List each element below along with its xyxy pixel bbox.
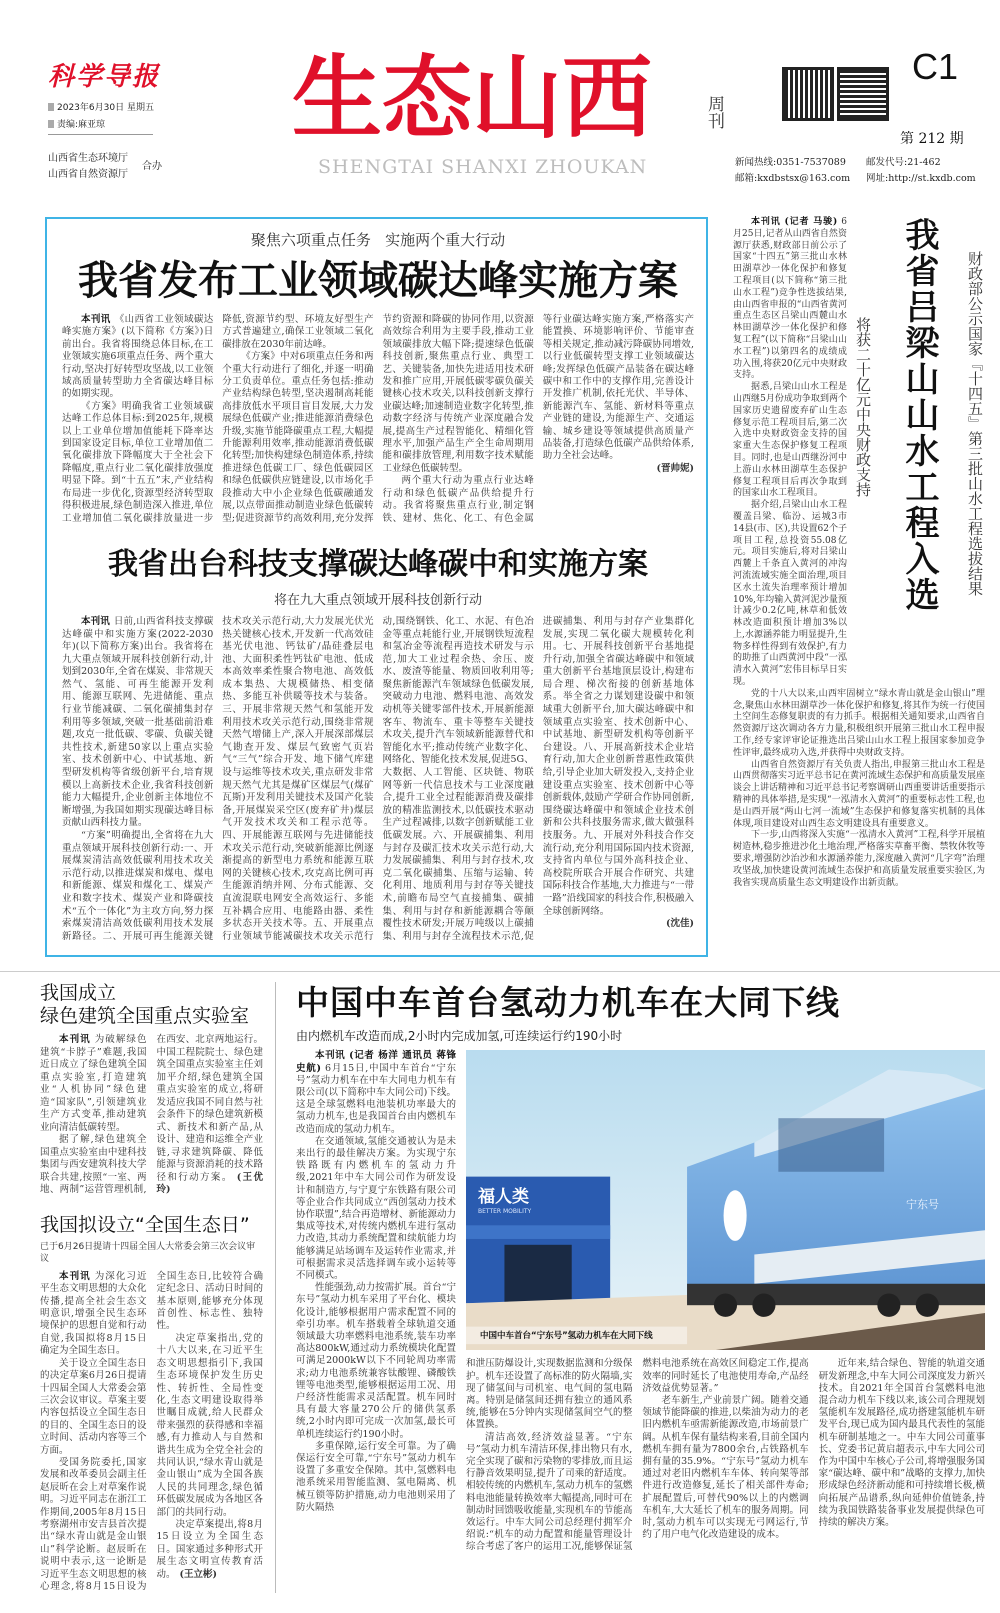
co-host-label: 合办 xyxy=(142,161,162,172)
issue-number: 第 212 期 xyxy=(900,131,964,147)
paragraph: 据了解,绿色建筑全国重点实验室由中建科技集团与西安建筑科技大学联合共建,按照“一室、两地、两制”运营管理机制,在西安、北京两地运行。中国工程院院士、绿色建筑全国重点实验室主任刘加平介绍,绿色建筑全国重点实验室的成立,将研发适应我国不同自然与社会条件下的绿色建筑新模式、新技术和新产品,从设计、建造和运维全产业链,寻求建筑降碳、降低能源与资源消耗的技术路径和行动方案。 (王优玲) xyxy=(40,1034,263,1196)
locomotive-photo xyxy=(466,1050,985,1350)
paragraph: 老车新生,产业前景广阔。随着交通领域节能降碳的推进,以柴油为动力的老旧内燃机车亟需新能源改造,市场前景广阔。从机车保有量结构来看,目前全国内燃机车拥有量为7800余台,占铁路机车拥有量的35.9%。“宁东号”氢动力机车通过对老旧内燃机车车体、转向架等部件进行改造修复,延长了相关部件寿命;扩展配置后,可替代90%以上的内燃调车机车,大大延长了机车的服务周期。同时,氢动力机车可以实现无弓网运行,节约了用户电气化改造建设的成本。 xyxy=(642,1394,809,1541)
paragraph: 多重保障,运行安全可靠。为了确保运行安全可靠,“宁东号”氢动力机车设置了多重安全保障。其中,氢燃料电池系统采用智能监测、氢电隔离、机械互锁等防护措施,动力电池则采用了防火隔热 xyxy=(296,1440,456,1513)
top-article-body xyxy=(62,314,694,525)
sidebar-deck-right: 财政部公示国家『十四五』第三批山水工程选拔结果 xyxy=(966,251,984,596)
paragraph: 清洁高效,经济效益显著。“宁东号”氢动力机车清洁环保,排出物只有水,完全实现了碳和污染物的零排放,而且运行静音效果明显,提升了司乘的舒适度。相较传统的内燃机车,氢动力机车的氢燃料电池能量转换效率大幅提高,同时可在制动时回馈吸收能量,实现机车的节能高效运行。中车大同公司总经理付拥军介绍说:“机车的动力配置和能量管理设计综合考虑了客户的运用工况,能够保证氢燃料电池系统在高效区间稳定工作,提高效率的同时延长了电池使用寿命,产品经济效益优势显著。” xyxy=(466,1358,809,1553)
host-org-2: 山西省自然资源厅 xyxy=(48,169,128,180)
paragraph: 本刊讯 (记者 杨洋 通讯员 蒋锋 史航) 6月15日,中国中车首台“宁东号”氢动力机车在中车大同电力机车有限公司(以下简称中车大同公司)下线。这是全球氢燃料电池装机功率最大的氢动力机车,也是我国首台由内燃机车改造而成的氢动力机车。 xyxy=(296,1050,456,1135)
paragraph: 性能强劲,动力按需扩展。首台“宁东号”氢动力机车采用了平台化、模块化设计,能够根据用户需求配置不同的牵引功率。机车搭载着全球轨道交通领域最大功率燃料电池系统,装车功率高达800kW,通过动力系统模块化配置可满足2000kW以下不同轮周功率需求;动力电池系统兼容钛酸锂、磷酸铁锂等电池类型,能够根据运用工况、用户经济性能需求灵活配置。机车同时具有最大容量270公斤的储供氢系统,2小时内即可完成一次加氢,最长可单机连续运行约190小时。 xyxy=(296,1282,456,1440)
paragraph: 两个重大行动为重点行业达峰行动和绿色低碳产品供给提升行动。我省将聚焦重点行业,制定钢铁、建材、焦化、化工、有色金属等行业碳达峰实施方案,严格落实产能置换、环境影响评价、节能审查等相关规定,推动减污降碳协同增效,以行业低碳转型支撑工业领域碳达峰;发挥绿色低碳产品装备在碳达峰碳中和工作中的支撑作用,完善设计开发推广机制,依托光伏、半导体、新能源汽车、氢能、新材料等重点产业链的建设,为能源生产、交通运输、城乡建设等领域提供高质量产品装备,打造绿色低碳产品供给体系,助力全社会达峰。 xyxy=(382,314,694,524)
green-building-body xyxy=(40,1034,263,1197)
supplement-type: 周刊 xyxy=(704,95,724,129)
postal-code: 邮发代号:21-462 xyxy=(866,157,941,168)
hydrogen-body xyxy=(296,1050,985,1553)
page-code: C1 xyxy=(912,46,959,87)
featured-box xyxy=(45,217,708,957)
paragraph: 受国务院委托,国家发展和改革委员会副主任赵辰昕在会上对草案作说明。习近平同志在浙江工作期间,2005年8月15日考察湖州市安吉县首次提出“绿水青山就是金山银山”科学论断。赵辰昕在说明中表示,这一论断是习近平生态文明思想的核心理念,将8月15日设为全国生态日,比较符合确定纪念日、活动日时间的基本原则,能够充分体现首创性、标志性、独特性。 xyxy=(40,1270,263,1592)
second-article-headline: 我省出台科技支撑碳达峰碳中和实施方案 xyxy=(108,546,648,582)
supplement-title: 生态山西 xyxy=(292,45,652,151)
paragraph: 近年来,结合绿色、智能的轨道交通研发新理念,中车大同公司深度发力新兴技术。自2021年全国首台氢燃料电池混合动力机车下线以来,该公司合理规划氢能机车发展路径,成功搭建氢能机车研发平台,现已成为国内最具代表性的氢能机车研制基地之一。中车大同公司董事长、党委书记黄启超表示,中车大同公司作为中国中车核心子公司,将增强服务国家“碳达峰、碳中和”战略的支撑力,加快形成绿色经济新动能和可持续增长极,横向拓展产品谱系,纵向延伸价值链条,持续为我国铁路装备事业发展提供绿色可持续的解决方案。 xyxy=(818,1358,985,1528)
masthead xyxy=(0,0,1000,205)
paragraph: 本刊讯 为深化习近平生态文明思想的大众化传播,提高全社会生态文明意识,增强全民生态环境保护的思想自觉和行动自觉,我国拟将8月15日确定为全国生态日。 xyxy=(40,1270,147,1357)
sidebar-deck-left: 将获二十亿元中央财政支持 xyxy=(854,317,872,497)
qr-code-icon[interactable] xyxy=(840,70,886,118)
paragraph: 本刊讯 (记者 马骏) 6月25日,记者从山西省自然资源厅获悉,财政部日前公示了国家“十四五”第三批山水林田湖草沙一体化保护和修复工程项目(以下简称“第三批山水工程”)竞争性选拔结果,由山西省申报的“山西省黄河重点生态区吕梁山西麓山水林田湖草沙一体化保护和修复工程”(以下简称“吕梁山山水工程”)以第四名的成绩成功入围,将获20亿元中央财政支持。 xyxy=(733,217,847,381)
news-hotline: 新闻热线:0351-7537089 xyxy=(735,157,846,168)
paragraph: 和泄压防爆设计,实现数据监测和分级保护。机车还设置了高标准的防火隔墙,实现了储氢间与司机室、电气间的氢电隔离。特别是储氢间还拥有独立的通风系统,能够在5分钟内实现储氢间空气的整体置换。 xyxy=(466,1358,633,1431)
masthead-divider xyxy=(48,134,153,135)
bottom-row xyxy=(0,971,1000,1613)
paragraph: 《方案》中对6项重点任务和两个重大行动进行了细化,并逐一明确分工负责单位。重点任务包括:推动产业结构绿色转型,坚决遏制高耗能高排放低水平项目盲目发展,大力发展绿色低碳产业;推进能源消费绿色升级,实施节能降碳重点工程,大幅提升能源利用效率,推动能源消费低碳化转型;加快构建绿色制造体系,持续推进绿色低碳工厂、绿色低碳园区和绿色低碳供应链建设,以市场化手段推动大中小企业绿色低碳融通发展,以点带面推动制造业绿色低碳转型;促进资源节约高效利用,充分发挥节约资源和降碳的协同作用,以资源高效综合利用为主要手段,推动工业领域碳排放大幅下降;提速绿色低碳科技创新,聚焦重点行业、典型工艺、关键装备,加快先进适用技术研发和推广应用,开展低碳零碳负碳关键核心技术攻关,以科技创新支撑行业碳达峰;加速制造业数字化转型,推动数字经济与传统产业深度融合发展,提高生产过程智能化、精细化管理水平,加强产品生产全生命周期用能和碳排放管理,利用数字技术赋能工业绿色低碳转型。 xyxy=(222,314,534,524)
ecology-day-subtitle: 已于6月26日提请十四届全国人大常委会第三次会议审议 xyxy=(40,1241,256,1264)
paragraph: 《方案》明确我省工业领域碳达峰工作总体目标:到2025年,规模以上工业单位增加值能耗下降率达到国家设定目标,单位工业增加值二氧化碳排放下降幅度大于全社会下降幅度,重点行业二氧化碳排放强度明显下降。到“十五五”末,产业结构布局进一步优化,资源型经济转型取得积极进展,绿色制造深入推进,单位工业增加值二氧化碳排放量进一步降低,资源节约型、环境友好型生产方式普遍建立,确保工业领域二氧化碳排放在2030年前达峰。 xyxy=(62,314,374,524)
qr-code-icon[interactable] xyxy=(785,70,831,118)
paragraph: 决定草案指出,党的十八大以来,在习近平生态文明思想指引下,我国生态环境保护发生历史性、转折性、全局性变化,生态文明建设取得举世瞩目成就,给人民群众带来强烈的获得感和幸福感,有力推动人与自然和谐共生成为全党全社会的共同认识,“绿水青山就是金山银山”成为全国各族人民的共同理念,绿色循环低碳发展成为各地区各部门的共同行动。 xyxy=(156,1332,263,1518)
host-org-1: 山西省生态环境厅 xyxy=(48,153,128,164)
sidebar-headline-block xyxy=(853,217,985,687)
bottom-left-column xyxy=(40,982,276,1593)
top-article-headline: 我省发布工业领域碳达峰实施方案 xyxy=(78,257,678,304)
editor-credit: 责编:麻亚琼 xyxy=(48,117,105,130)
paragraph: 据悉,吕梁山山水工程是山西继5月份成功争取到两个国家历史遗留废弃矿山生态修复示范工程项目后,第二次入选中央财政资金支持的国家重大生态保护修复工程项目。同时,也是山西继汾河中上游山水林田湖草生态保护修复工程项目后再次争取到的国家山水工程项目。 xyxy=(733,382,847,499)
sidebar-article xyxy=(733,217,985,889)
paragraph: 党的十八大以来,山西牢固树立“绿水青山就是金山银山”理念,聚焦山水林田湖草沙一体化保护和修复,将其作为统一行使国土空间生态修复职责的有力抓手。根据相关通知要求,山西省自然资源厅这次调动各方力量,积极组织开展第三批山水工程申报工作,经专家评审论证推选出吕梁山山水工程上报国家参加竞争性评审,最终成功入选,并获得中央财政支持。 xyxy=(733,688,985,758)
paragraph: 关于设立全国生态日的决定草案6月26日提请十四届全国人大常委会第三次会议审议。草案主要内容包括设立全国生态日的目的、全国生态日的设立时间、活动内容等三个方面。 xyxy=(40,1357,147,1456)
hydrogen-body-col1 xyxy=(296,1050,456,1514)
paragraph: 本刊讯 为破解绿色建筑“卡脖子”难题,我国近日成立了绿色建筑全国重点实验室,打造建筑业“人机协同”绿色建造“国家队”,引领建筑业生产方式变革,推动建筑业向清洁低碳转型。 xyxy=(40,1034,147,1133)
second-article-subtitle: 将在九大重点领域开展科技创新行动 xyxy=(273,592,482,608)
ecology-day-body xyxy=(40,1271,263,1594)
photo-caption: 中国中车首台“宁东号”氢动力机车在大同下线 xyxy=(480,1331,653,1342)
photo-banner-subtext: BETTER MOBILITY xyxy=(478,1208,532,1216)
hydrogen-right-block xyxy=(466,1050,985,1553)
paragraph: 本刊讯 《山西省工业领域碳达峰实施方案》(以下简称《方案》)日前出台。我省将围绕总体目标,在工业领域实施6项重点任务、两个重大行动,坚决打好转型攻坚战,以工业领域高质量转型助力全省碳达峰目标的如期实现。 xyxy=(62,314,214,400)
paragraph: 据介绍,吕梁山山水工程覆盖吕梁、临汾、运城3市14县(市、区),共设置62个子项目工程,总投资55.08亿元。项目实施后,将对吕梁山西麓上千条直入黄河的冲沟河流流域实施全面治理,项目区水土流失治理率预计增加10%,年均输入黄河泥沙量预计减少0.2亿吨,林草和低效林改造面积预计增加3%以上,水源涵养能力明显提升,生物多样性得到有效保护,有力的助推了山西黄河中段“一泓清水入黄河”宏伟目标早日实现。 xyxy=(733,500,847,688)
paragraph: 决定草案提出,将8月15日设立为全国生态日。国家通过多种形式开展生态文明宣传教育活动。 (王立彬) xyxy=(156,1518,263,1580)
byline: (王优玲) xyxy=(156,1171,263,1196)
photo-banner-text: 福人类 xyxy=(478,1187,529,1208)
second-article-body xyxy=(62,616,694,943)
sidebar-headline: 我省吕梁山山水工程入选 xyxy=(899,217,939,613)
paragraph: “方案”明确提出,全省将在九大重点领域开展科技创新行动:一、开展煤炭清洁高效低碳利用技术攻关示范行动,以推进煤炭和煤电、煤电和新能源、煤炭和煤化工、煤炭产业和数字技术、煤炭产业和降碳技术“五个一体化”为主攻方向,努力探索煤炭清洁高效低碳利用技术发展新路径。二、开展可再生能源关键技术攻关示范行动,大力发展光伏光热关键核心技术,开发新一代高效硅基光伏电池、钙钛矿/晶硅叠层电池、大面积柔性钙钛矿电池、低成本高效率柔性聚合物电池、高效低成本集热、大规模储热、相变储热、多能互补供暖等技术与装备。三、开展非常规天然气和氢能开发利用技术攻关示范行动,围绕非常规天然气增储上产,深入开展深部煤层气勘查开发、煤层气致密气页岩气“三气”综合开发、地下储气库建设与运维等技术攻关,重点研发非常规天然气尤其是煤矿区煤层气(煤矿瓦斯)开发利用关键技术及国产化装备,开展煤炭采空区(废弃矿井)煤层气开发技术攻关和工程示范等。四、开展能源互联网与先进储能技术攻关示范行动,突破新能源比例逐渐提高的新型电力系统和能源互联网的关键核心技术,攻克高比例可再生能源消纳并网、分布式能源、交直流混联电网安全高效运行、多能互补耦合应用、电能路由器、柔性多状态开关技术等。五、开展重点行业领域节能减碳技术攻关示范行动,围绕钢铁、化工、水泥、有色冶金等重点耗能行业,开展钢铁短流程和氢冶金等流程再造技术研发与示范,加大工业过程余热、余压、废水、废渣等能量、物质回收利用等;聚焦新能源汽车领域绿色低碳发展,突破动力电池、燃料电池、高效发动机等关键零部件技术,开展新能源客车、物流车、重卡等整车关键技术攻关,提升汽车领域新能源替代和智能化水平;推动传统产业数字化、网络化、智能化技术发展,促进5G、大数据、人工智能、区块链、物联网等新一代信息技术与工业深度融合,提升工业全过程能源消费及碳排放的精准监测技术,以低碳技术驱动生产过程减排,以数字创新赋能工业低碳发展。六、开展碳捕集、利用与封存及碳汇技术攻关示范行动,大力发展碳捕集、利用与封存技术,攻克二氧化碳捕集、压缩与运输、转化利用、地质利用与封存等关键技术,前瞻布局空气直接捕集、碳捕集、利用与封存和新能源耦合等颠覆性技术研发;开展万吨级以上碳捕集、利用与封存全流程技术示范,促进碳捕集、利用与封存产业集群化发展,实现二氧化碳大规模转化利用。七、开展科技创新平台基地提升行动,加强全省碳达峰碳中和领域重大创新平台基地顶层设计,构建布局合理、梯次衔接的创新基地体系。举全省之力谋划建设碳中和领域重大创新平台,加大碳达峰碳中和领域重点实验室、技术创新中心、中试基地、新型研发机构等创新平台建设。八、开展高新技术企业培育行动,加大企业创新普惠性政策供给,引导企业加大研发投入,支持企业建设重点实验室、技术创新中心等创新载体,鼓励产学研合作协同创新,围绕碳达峰碳中和领域企业技术创新和公共科技服务需求,做大做强科技服务。九、开展对外科技合作交流行动,充分利用国际国内技术资源,支持省内单位与国外高科技企业、高校院所联合开展合作研究、共建国际科技合作基地,大力推进与“一带一路”沿线国家的科技合作,积极融入全球创新网络。 xyxy=(62,615,694,942)
contact-email: 邮箱:kxdbstsx@163.com xyxy=(735,173,851,184)
website[interactable]: 网址:http://st.kxdb.com xyxy=(866,173,976,184)
green-building-headline: 我国成立 绿色建筑全国重点实验室 xyxy=(40,982,250,1028)
hydrogen-subtitle: 由内燃机车改造而成,2小时内完成加氢,可连续运行约190小时 xyxy=(296,1029,623,1044)
byline: (沈佳) xyxy=(666,918,694,930)
paragraph: 下一步,山西将深入实施“一泓清水入黄河”工程,科学开展植树造林,稳步推进沙化土地治理,严格落实草畜平衡、禁牧休牧等要求,增强防沙治沙和水源涵养能力,深度融入黄河“几字弯”治理攻坚战,加快建设黄河流域生态保护和高质量发展重要实验区,为我省实现高质量生态文明建设作出新贡献。 xyxy=(733,830,985,888)
paragraph: 在交通领域,氢能交通被认为是未来出行的最佳解决方案。为实现宁东铁路既有内燃机车的氢动力升级,2021年中车大同公司作为研发设计和制造方,与宁夏宁东铁路有限公司等企业合作共同成立“西创氢动力技术协作联盟”,结合再造增材、新能源动力集成等技术,对传统内燃机车进行氢动力改造,其动力系统配置和续航能力均能够满足站场调车及运转作业需求,并可根据需求灵活选择调车或小运转等不同模式。 xyxy=(296,1135,456,1281)
byline: (王立彬) xyxy=(179,1568,218,1580)
newspaper-logo: 科学导报 xyxy=(48,62,161,92)
paragraph: 山西省自然资源厅有关负责人指出,申报第三批山水工程是山西贯彻落实习近平总书记在黄河流域生态保护和高质量发展座谈会上讲话精神和习近平总书记考察调研山西重要讲话重要指示精神的具体举措,是实现“一泓清水入黄河”的重要标志性工程,也是山西开展“两山七河一流域”生态保护和修复落实机制的具体体现,项目建设对山西生态文明建设具有重要意义。 xyxy=(733,759,986,829)
hydrogen-body-rest xyxy=(466,1358,985,1553)
issue-date: 2023年6月30日 星期五 xyxy=(48,100,154,113)
main-row xyxy=(0,217,1000,957)
ecology-day-headline: 我国拟设立“全国生态日” xyxy=(40,1213,250,1236)
top-article-kicker: 聚焦六项重点任务 实施两个重大行动 xyxy=(250,231,506,249)
byline: (晋帅妮) xyxy=(656,462,694,474)
supplement-pinyin: SHENGTAI SHANXI ZHOUKAN xyxy=(318,156,648,178)
locomotive-nameplate: 宁东号 xyxy=(906,1198,939,1212)
hydrogen-headline: 中国中车首台氢动力机车在大同下线 xyxy=(296,983,840,1023)
paragraph: 本刊讯 日前,山西省科技支撑碳达峰碳中和实施方案(2022-2030年)(以下简称方案)出台。我省将在九大重点领域开展科技创新行动,计划到2030年,全省在煤炭、非常规天然气、氢能、可再生能源开发利用、能源互联网、先进储能、重点行业节能减碳、二氧化碳捕集封存利用等多领域,突破一批基础前沿难题,攻克一批低碳、零碳、负碳关键共性技术,新建50家以上重点实验室、技术创新中心、中试基地、新型研发机构等省级创新平台,培育规模以上高新技术企业,我省科技创新能力大幅提升,企业创新主体地位不断增强,为我国如期实现碳达峰目标贡献山西科技力量。 xyxy=(62,615,214,829)
hydrogen-article xyxy=(276,982,985,1593)
